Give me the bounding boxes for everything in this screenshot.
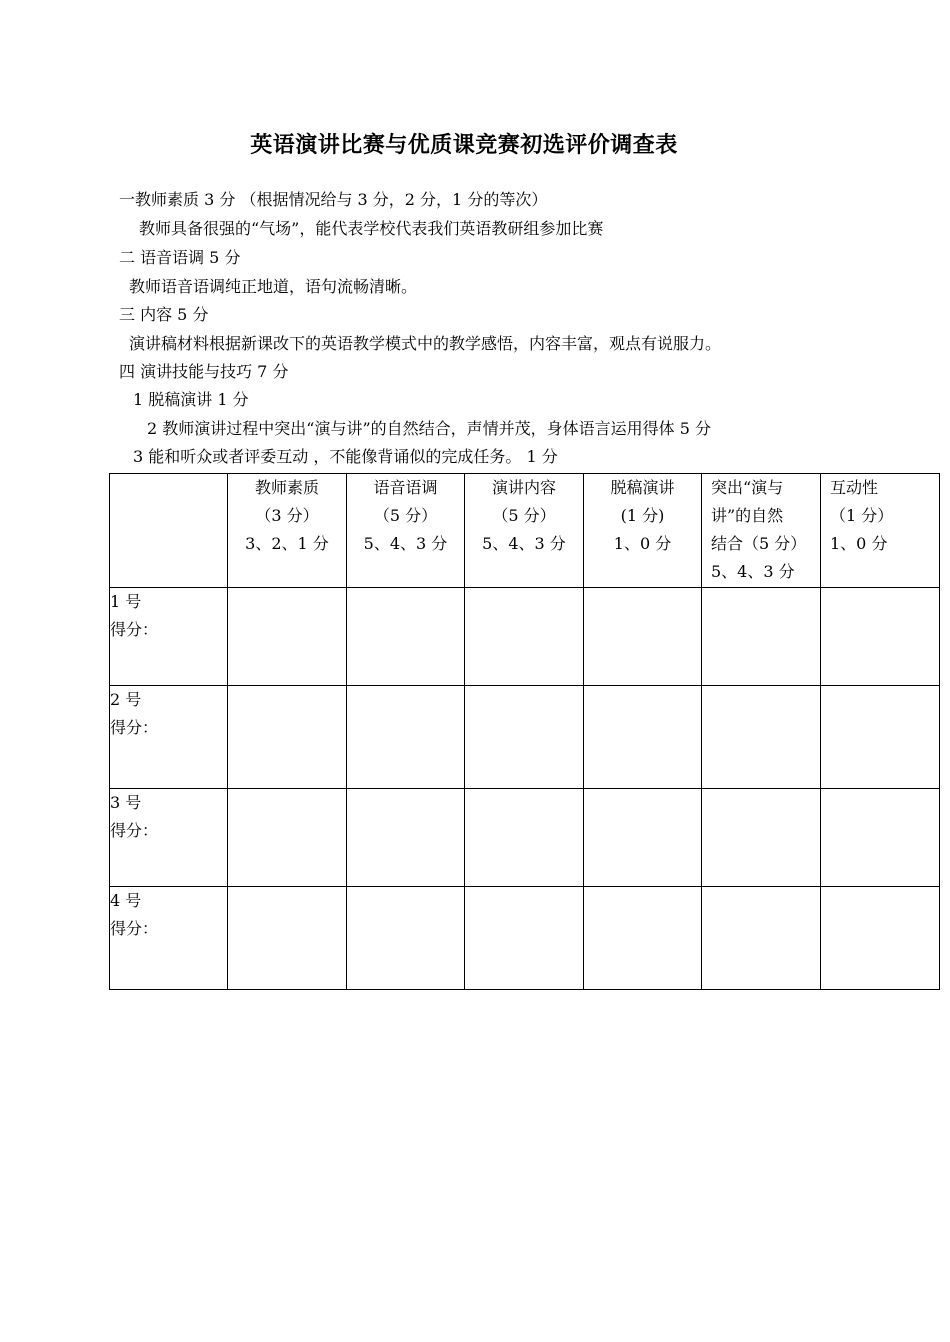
score-cell[interactable]	[465, 588, 584, 686]
score-table	[109, 473, 940, 990]
table-row	[110, 686, 940, 789]
score-cell[interactable]	[465, 686, 584, 789]
header-teacher-quality: 教师素质 （3 分） 3、2、1 分	[228, 474, 347, 588]
score-cell[interactable]	[821, 686, 940, 789]
score-cell[interactable]	[821, 789, 940, 887]
header-speech-content: 演讲内容 （5 分） 5、4、3 分	[465, 474, 584, 588]
header-performance-speech: 突出“演与 讲”的自然 结合（5 分） 5、4、3 分	[702, 474, 821, 588]
section-4-item-1: 1 脱稿演讲 1 分	[133, 390, 249, 409]
section-4-item-2: 2 教师演讲过程中突出“演与讲”的自然结合，声情并茂，身体语言运用得体 5 分	[147, 419, 711, 438]
score-cell[interactable]	[584, 887, 702, 990]
score-cell[interactable]	[702, 887, 821, 990]
score-cell[interactable]	[228, 686, 347, 789]
header-corner-cell	[110, 474, 228, 588]
score-cell[interactable]	[584, 686, 702, 789]
score-cell[interactable]	[584, 588, 702, 686]
score-cell[interactable]	[347, 789, 465, 887]
score-cell[interactable]	[821, 887, 940, 990]
contestant-label: 2 号 得分：	[110, 686, 228, 789]
contestant-label: 4 号 得分：	[110, 887, 228, 990]
header-interactivity: 互动性 （1 分） 1、0 分	[821, 474, 940, 588]
section-1-description: 教师具备很强的“气场”，能代表学校代表我们英语教研组参加比赛	[139, 219, 604, 238]
section-1-heading: 一教师素质 3 分 （根据情况给与 3 分，2 分，1 分的等次）	[119, 190, 548, 209]
contestant-label: 1 号 得分：	[110, 588, 228, 686]
section-3-heading: 三 内容 5 分	[119, 305, 209, 324]
header-pronunciation: 语音语调 （5 分） 5、4、3 分	[347, 474, 465, 588]
score-cell[interactable]	[347, 887, 465, 990]
section-2-heading: 二 语音语调 5 分	[119, 248, 241, 267]
score-cell[interactable]	[347, 686, 465, 789]
section-4-item-3: 3 能和听众或者评委互动 ，不能像背诵似的完成任务。 1 分	[133, 447, 558, 466]
section-2-description: 教师语音语调纯正地道，语句流畅清晰。	[129, 277, 418, 296]
score-cell[interactable]	[228, 588, 347, 686]
score-cell[interactable]	[584, 789, 702, 887]
header-off-script: 脱稿演讲 (1 分) 1、0 分	[584, 474, 702, 588]
section-3-description: 演讲稿材料根据新课改下的英语教学模式中的教学感悟，内容丰富，观点有说服力。	[129, 334, 722, 353]
table-row	[110, 789, 940, 887]
score-cell[interactable]	[702, 588, 821, 686]
score-cell[interactable]	[347, 588, 465, 686]
score-cell[interactable]	[702, 789, 821, 887]
score-cell[interactable]	[465, 887, 584, 990]
score-cell[interactable]	[465, 789, 584, 887]
score-cell[interactable]	[228, 887, 347, 990]
score-cell[interactable]	[228, 789, 347, 887]
table-header-row	[110, 474, 940, 588]
contestant-label: 3 号 得分：	[110, 789, 228, 887]
section-4-heading: 四 演讲技能与技巧 7 分	[119, 362, 289, 381]
score-cell[interactable]	[821, 588, 940, 686]
score-cell[interactable]	[702, 686, 821, 789]
table-row	[110, 887, 940, 990]
page-title: 英语演讲比赛与优质课竞赛初选评价调查表	[250, 132, 678, 158]
table-row	[110, 588, 940, 686]
